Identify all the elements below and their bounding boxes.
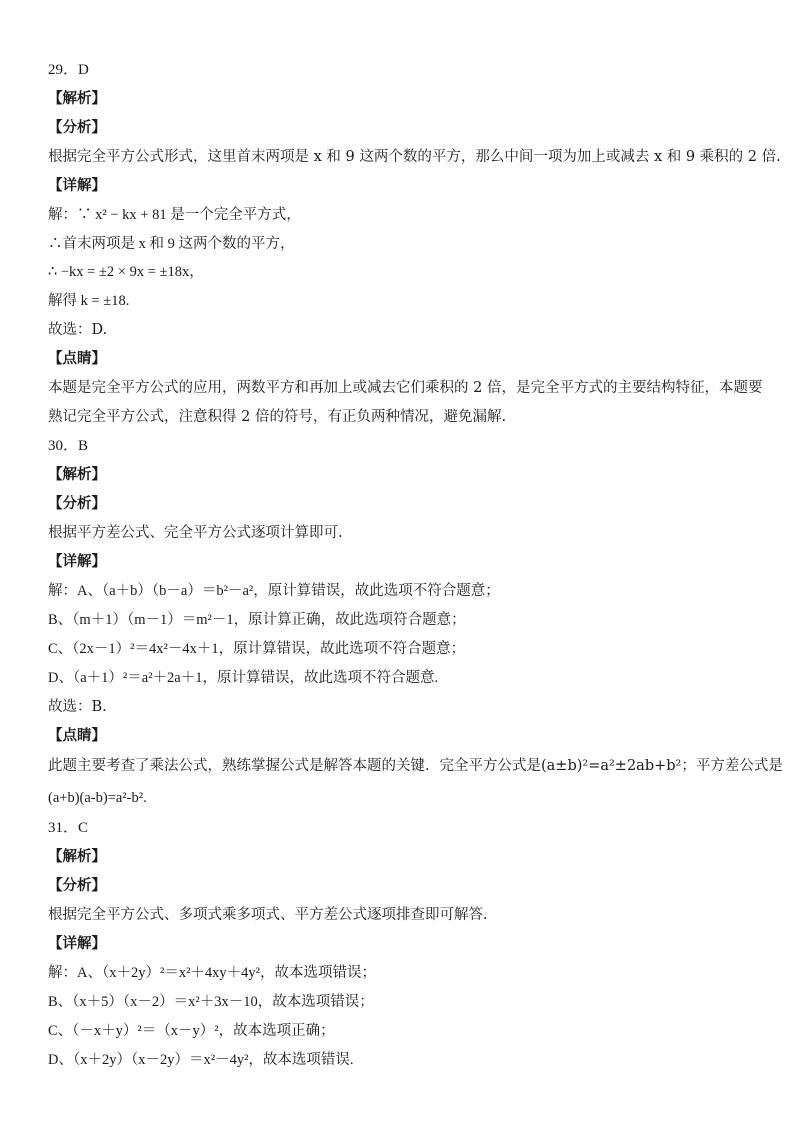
- section-heading-jiexi: 【解析】: [48, 90, 106, 107]
- section-heading-fenxi: 【分析】: [48, 495, 106, 512]
- solution-line: 解得 k = ±18.: [48, 293, 130, 309]
- question-answer-29: 29．D: [48, 62, 89, 78]
- section-heading-xiangjie: 【详解】: [48, 935, 106, 952]
- question-answer-31: 31．C: [48, 820, 89, 836]
- section-heading-dianjing: 【点睛】: [48, 727, 106, 744]
- section-heading-jiexi: 【解析】: [48, 466, 106, 483]
- question-answer-30: 30．B: [48, 438, 89, 454]
- solution-line: 解：∵ x² − kx + 81 是一个完全平方式，: [48, 207, 301, 223]
- commentary-text: 此题主要考查了乘法公式，熟练掌握公式是解答本题的关键．完全平方公式是(a±b)²=a²±2ab+b²；平方差公式是: [48, 758, 783, 774]
- solution-line: C、（2x－1）²＝4x²－4x＋1，原计算错误，故此选项不符合题意；: [48, 641, 466, 657]
- analysis-text: 根据完全平方公式、多项式乘多项式、平方差公式逐项排查即可解答.: [48, 907, 488, 923]
- section-heading-xiangjie: 【详解】: [48, 177, 106, 194]
- commentary-text: 熟记完全平方公式，注意积得 2 倍的符号，有正负两种情况，避免漏解.: [48, 409, 507, 425]
- solution-line: D、（a＋1）²＝a²＋2a＋1，原计算错误，故此选项不符合题意.: [48, 670, 439, 686]
- solution-line: B、（m＋1）（m－1）＝m²－1，原计算正确，故此选项符合题意；: [48, 612, 466, 628]
- commentary-text: 本题是完全平方公式的应用，两数平方和再加上或减去它们乘积的 2 倍，是完全平方式的主要结构特征，本题要: [48, 380, 763, 396]
- solution-line: B、（x＋5）（x－2）＝x²＋3x－10，故本选项错误；: [48, 994, 374, 1010]
- section-heading-fenxi: 【分析】: [48, 877, 106, 894]
- commentary-text: (a+b)(a-b)=a²-b².: [48, 790, 147, 806]
- solution-line: 解：A、（a＋b）（b－a）＝b²－a²，原计算错误，故此选项不符合题意；: [48, 583, 500, 599]
- section-heading-jiexi: 【解析】: [48, 848, 106, 865]
- solution-line: D、（x＋2y）（x－2y）＝x²－4y²，故本选项错误.: [48, 1052, 354, 1068]
- solution-line: ∴ −kx = ±2 × 9x = ±18x，: [48, 264, 204, 280]
- analysis-text: 根据完全平方公式形式，这里首末两项是 x 和 9 这两个数的平方，那么中间一项为加上或减去 x 和 9 乘积的 2 倍.: [48, 149, 781, 165]
- answer-choice-line: 故选：D.: [48, 322, 108, 338]
- section-heading-fenxi: 【分析】: [48, 119, 106, 136]
- answer-choice-line: 故选：B.: [48, 699, 107, 715]
- solution-line: ∴首末两项是 x 和 9 这两个数的平方，: [48, 236, 295, 252]
- solution-line: C、（－x＋y）²＝（x－y）²，故本选项正确；: [48, 1023, 335, 1039]
- section-heading-xiangjie: 【详解】: [48, 553, 106, 570]
- section-heading-dianjing: 【点睛】: [48, 350, 106, 367]
- analysis-text: 根据平方差公式、完全平方公式逐项计算即可.: [48, 525, 343, 541]
- solution-line: 解：A、（x＋2y）²＝x²＋4xy＋4y²，故本选项错误；: [48, 965, 377, 981]
